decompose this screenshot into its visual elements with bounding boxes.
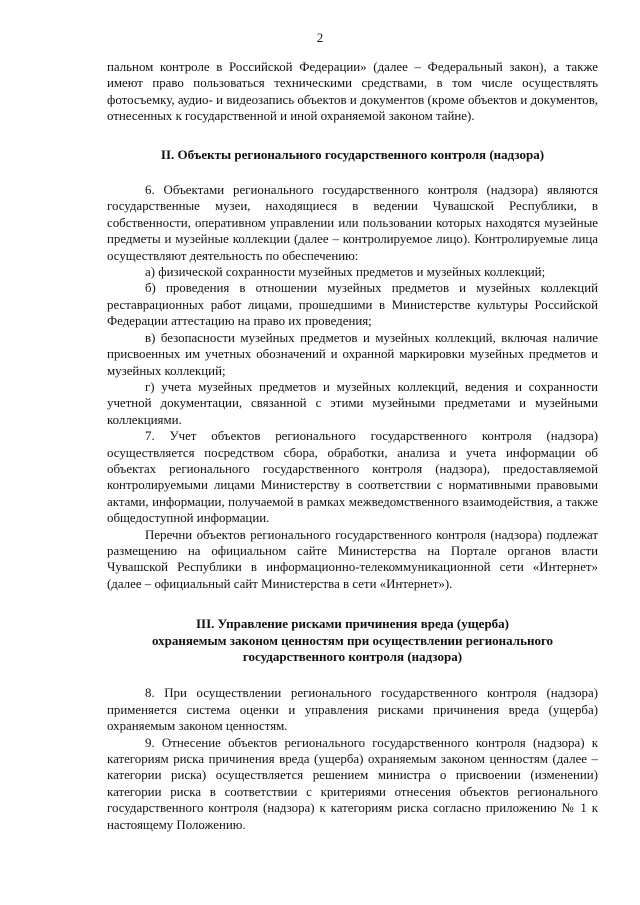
- paragraph-6: 6. Объектами регионального государственного контроля (надзора) являются государственные музеи, находящиеся в ведении Чувашской Республики, в собственности, оперативном управлении или пользовании которых находятся музейные предметы и музейные коллекции (далее – контролируемое лицо). Контролируемые лица осуществляют деятельность по обеспечению:: [107, 183, 598, 263]
- document-body: [107, 59, 598, 833]
- section-2-heading: II. Объекты регионального государственного контроля (надзора): [160, 146, 545, 162]
- section-3-heading-line: государственного контроля (надзора): [242, 649, 463, 664]
- paragraph-7-lists: Перечни объектов регионального государственного контроля (надзора) подлежат размещению на официальном сайте Министерства на Портале органов власти Чувашской Республики в информационно-телекоммуникационной сети «Интернет» (далее – официальный сайт Министерства в сети «Интернет»).: [107, 527, 598, 591]
- section-3-heading: [107, 616, 598, 665]
- paragraph-9: 9. Отнесение объектов регионального государственного контроля (надзора) к категориям риска причинения вреда (ущерба) охраняемым законом ценностям (далее – категории риска) осуществляется решением министра о присвоении (изменении) категории риска в соответствии с критериями отнесения объектов регионального государственного контроля (надзора) к категориям риска согласно приложению № 1 к настоящему Положению.: [107, 735, 598, 832]
- list-item-b: б) проведения в отношении музейных предметов и музейных коллекций реставрационных работ лицами, прошедшими в Министерстве культуры Российской Федерации аттестацию на право их проведения;: [107, 281, 598, 329]
- list-item-v: в) безопасности музейных предметов и музейных коллекций, включая наличие присвоенных им учетных обозначений и охранной маркировки музейных предметов и музейных коллекций;: [107, 330, 598, 378]
- paragraph-8: 8. При осуществлении регионального государственного контроля (надзора) применяется система оценки и управления рисками причинения вреда (ущерба) охраняемым законом ценностям.: [107, 686, 598, 734]
- list-item-g: г) учета музейных предметов и музейных коллекций, ведения и сохранности учетной документации, связанной с этими музейными предметами и музейными коллекциями.: [107, 379, 598, 427]
- continuation-paragraph: пальном контроле в Российской Федерации» (далее – Федеральный закон), а также имеют право пользоваться техническими средствами, в том числе осуществлять фотосъемку, аудио- и видеозапись объектов и документов (кроме объектов и документов, отнесенных к государственной и иной охраняемой законом тайне).: [107, 60, 598, 124]
- section-3-heading-line: III. Управление рисками причинения вреда (ущерба): [195, 616, 510, 632]
- section-3-heading-line: охраняемым законом ценностям при осуществлении регионального: [151, 632, 554, 648]
- page-number: 2: [316, 30, 324, 45]
- list-item-a: а) физической сохранности музейных предметов и музейных коллекций;: [145, 265, 546, 280]
- paragraph-7: 7. Учет объектов регионального государственного контроля (надзора) осуществляется посредством сбора, обработки, анализа и учета информации об объектах регионального государственного контроля (надзора), предоставляемой контролируемыми лицами Министерству в соответствии с нормативными правовыми актами, информации, получаемой в рамках межведомственного взаимодействия, а также общедоступной информации.: [107, 429, 598, 526]
